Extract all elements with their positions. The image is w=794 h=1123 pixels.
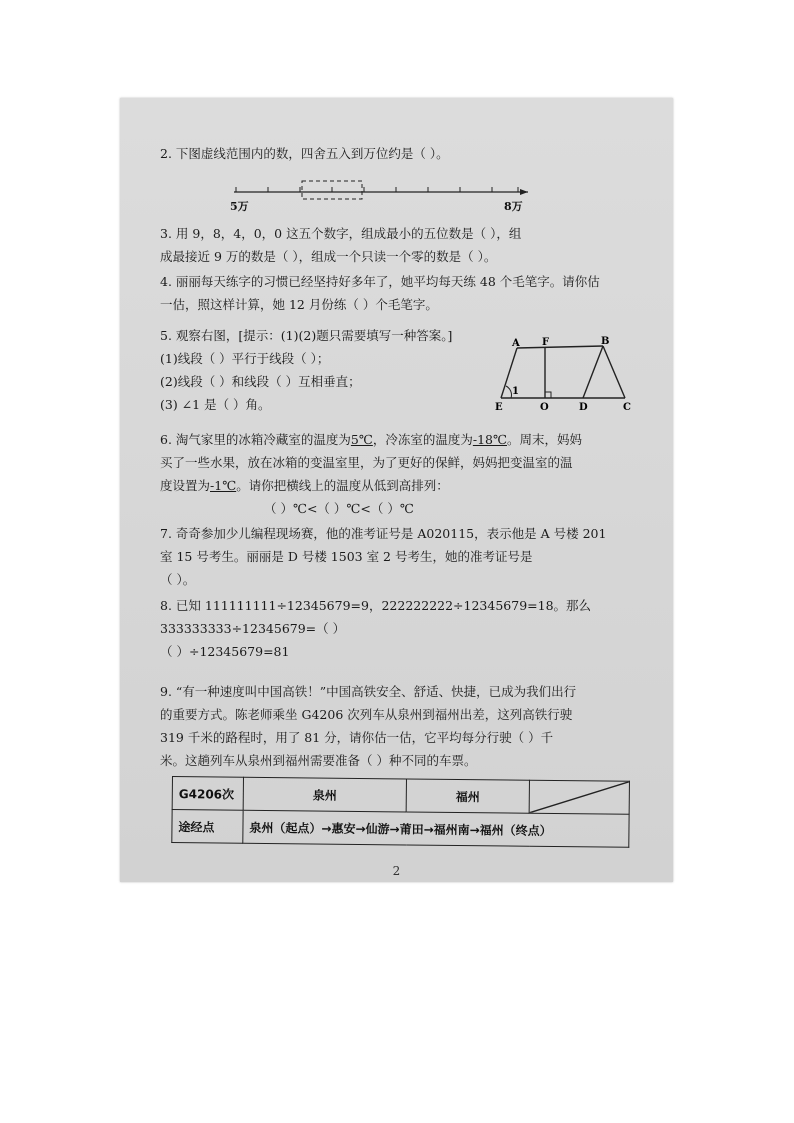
- q5-line-3: (2)线段（ ）和线段（ ）互相垂直；: [160, 374, 361, 389]
- q8-line-3: （ ）÷12345679=81: [160, 644, 290, 659]
- q9-line-4: 米。这趟列车从泉州到福州需要准备（ ）种不同的车票。: [160, 753, 477, 768]
- variable-room-temperature: -1℃: [210, 478, 237, 493]
- question-9: [160, 680, 655, 772]
- route-label-cell: 途经点: [172, 810, 243, 844]
- ticket-table-row-header: [172, 777, 629, 815]
- question-6: [160, 428, 655, 520]
- q3-line-2: 成最接近 9 万的数是（ ），组成一个只读一个零的数是（ ）。: [160, 249, 497, 264]
- vertex-E-label: E: [495, 402, 503, 413]
- q6-line-3-part-c: 。请你把横线上的温度从低到高排列：: [236, 478, 449, 493]
- q6-line-3: [160, 474, 655, 497]
- q3-line-1: 3. 用 9，8，4，0，0 这五个数字，组成最小的五位数是（ ），组: [160, 226, 522, 241]
- number-line-figure: [228, 174, 528, 214]
- train-number-cell: G4206次: [172, 777, 243, 811]
- question-7: [160, 522, 655, 591]
- q2-text: 2. 下图虚线范围内的数，四舍五入到万位约是（ ）。: [160, 146, 449, 161]
- angle-1-label: 1: [512, 386, 519, 397]
- vertex-O-label: O: [540, 402, 549, 413]
- q4-line-1: 4. 丽丽每天练字的习惯已经坚持好多年了，她平均每天练 48 个毛笔字。请你估: [160, 274, 600, 289]
- vertex-A-label: A: [512, 338, 520, 349]
- ticket-table: [171, 776, 630, 848]
- q5-line-4: (3) ∠1 是（ ）角。: [160, 397, 271, 412]
- q6-line-4: （ ）℃<（ ）℃<（ ）℃: [264, 501, 414, 516]
- q5-line-1: 5. 观察右图，[提示：(1)(2)题只需要填写一种答案。]: [160, 328, 453, 343]
- from-station-cell: 泉州: [243, 777, 406, 812]
- to-station-cell: 福州: [406, 779, 529, 813]
- q7-line-2: 室 15 号考生。丽丽是 D 号楼 1503 室 2 号考生，她的准考证号是: [160, 549, 533, 564]
- vertex-D-label: D: [579, 402, 588, 413]
- photo-of-worksheet-page: [120, 98, 673, 882]
- vertex-B-label: B: [601, 336, 610, 347]
- question-2: [160, 142, 655, 165]
- q7-line-3: （ ）。: [160, 572, 196, 587]
- q9-line-1: 9. “有一种速度叫中国高铁！”中国高铁安全、舒适、快捷，已成为我们出行: [160, 684, 577, 699]
- q7-line-1: 7. 奇奇参加少儿编程现场赛，他的准考证号是 A020115，表示他是 A 号楼 201: [160, 526, 607, 541]
- q6-line-1-part-e: 。周末，妈妈: [506, 432, 582, 447]
- route-cell: 泉州（起点）→惠安→仙游→莆田→福州南→福州（终点）: [243, 810, 629, 847]
- q6-line-1-part-a: 6. 淘气家里的冰箱冷藏室的温度为: [160, 432, 351, 447]
- q9-line-3: 319 千米的路程时，用了 81 分，请你估一估，它平均每分行驶（ ）千: [160, 730, 554, 745]
- q6-line-2: 买了一些水果，放在冰箱的变温室里，为了更好的保鲜，妈妈把变温室的温: [160, 455, 573, 470]
- freezer-temperature: -18℃: [472, 432, 507, 447]
- q8-line-2: 333333333÷12345679=（ ）: [160, 621, 346, 636]
- trapezoid-figure: [493, 334, 643, 414]
- q8-line-1: 8. 已知 111111111÷12345679=9，222222222÷12345679=18。那么: [160, 598, 592, 613]
- q9-line-2: 的重要方式。陈老师乘坐 G4206 次列车从泉州到福州出差，这列高铁行驶: [160, 707, 573, 722]
- ticket-table-row-route: [172, 810, 629, 848]
- number-line-arrow: [520, 189, 528, 195]
- question-8: [160, 594, 655, 663]
- page-number: 2: [392, 864, 401, 878]
- q4-line-2: 一估，照这样计算，她 12 月份练（ ）个毛笔字。: [160, 297, 438, 312]
- q6-line-3-part-a: 度设置为: [160, 478, 211, 493]
- q6-line-1: [160, 428, 655, 451]
- number-line-right-label: 8万: [504, 200, 523, 213]
- q5-line-2: (1)线段（ ）平行于线段（ ）；: [160, 351, 330, 366]
- number-line-ticks: [236, 187, 518, 192]
- q6-line-1-part-c: ，冷冻室的温度为: [372, 432, 473, 447]
- number-line-left-label: 5万: [230, 200, 249, 213]
- diagonal-cell: [529, 780, 629, 814]
- vertex-F-label: F: [542, 337, 550, 348]
- question-4: [160, 270, 655, 316]
- fridge-temperature: 5℃: [350, 432, 373, 447]
- diagonal-line: [530, 781, 629, 814]
- vertex-C-label: C: [623, 402, 631, 413]
- question-3: [160, 222, 655, 268]
